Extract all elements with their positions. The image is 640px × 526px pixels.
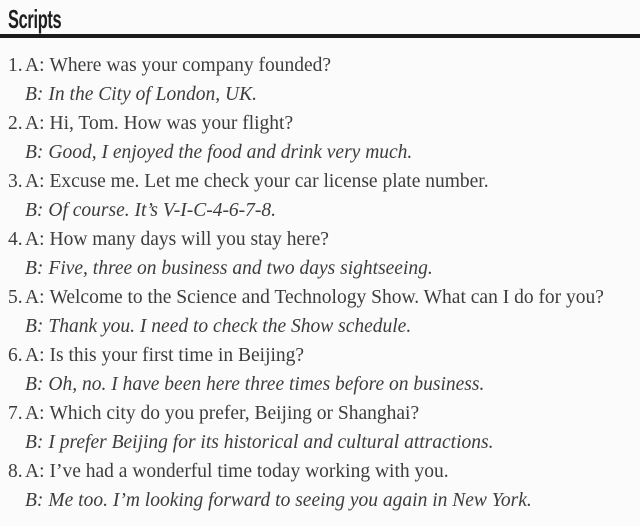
item-number: 1.	[8, 55, 23, 76]
speaker-b-label: B:	[25, 432, 44, 453]
speaker-a-line	[25, 399, 640, 428]
speaker-b-text: Good, I enjoyed the food and drink very much.	[48, 142, 413, 163]
speaker-b-label: B:	[25, 258, 44, 279]
dialogue-lines	[25, 109, 640, 167]
speaker-a-line	[25, 283, 640, 312]
speaker-a-label: A:	[25, 229, 45, 250]
dialogue-lines	[25, 341, 640, 399]
item-number: 4.	[8, 229, 23, 250]
speaker-a-text: I’ve had a wonderful time today working with you.	[49, 461, 449, 482]
speaker-b-label: B:	[25, 84, 44, 105]
speaker-a-label: A:	[25, 171, 45, 192]
speaker-b-text: I prefer Beijing for its historical and cultural attractions.	[48, 432, 494, 453]
speaker-a-text: Where was your company founded?	[49, 55, 332, 76]
dialogue-item	[8, 225, 640, 283]
speaker-b-line	[25, 370, 640, 399]
dialogue-item	[8, 51, 640, 109]
speaker-a-line	[25, 109, 640, 138]
speaker-a-label: A:	[25, 55, 45, 76]
dialogue-lines	[25, 399, 640, 457]
speaker-a-line	[25, 457, 640, 486]
speaker-a-text: Welcome to the Science and Technology Show. What can I do for you?	[49, 287, 604, 308]
item-number: 2.	[8, 113, 23, 134]
dialogue-item	[8, 457, 640, 515]
speaker-b-text: Five, three on business and two days sightseeing.	[48, 258, 433, 279]
dialogue-lines	[25, 457, 640, 515]
dialogue-lines	[25, 167, 640, 225]
speaker-a-text: Is this your first time in Beijing?	[49, 345, 305, 366]
speaker-b-line	[25, 428, 640, 457]
dialogue-item	[8, 341, 640, 399]
dialogue-list	[0, 38, 640, 515]
page-title: Scripts	[8, 4, 62, 34]
speaker-a-line	[25, 341, 640, 370]
speaker-b-label: B:	[25, 142, 44, 163]
speaker-b-label: B:	[25, 316, 44, 337]
speaker-b-line	[25, 312, 640, 341]
speaker-a-text: Which city do you prefer, Beijing or Shanghai?	[49, 403, 420, 424]
speaker-b-label: B:	[25, 490, 44, 511]
speaker-a-line	[25, 225, 640, 254]
speaker-a-text: Excuse me. Let me check your car license plate number.	[49, 171, 489, 192]
speaker-b-text: Me too. I’m looking forward to seeing you again in New York.	[48, 490, 532, 511]
item-number: 6.	[8, 345, 23, 366]
speaker-a-line	[25, 51, 640, 80]
speaker-b-line	[25, 196, 640, 225]
item-number: 5.	[8, 287, 23, 308]
speaker-a-text: How many days will you stay here?	[49, 229, 329, 250]
dialogue-item	[8, 399, 640, 457]
item-number: 8.	[8, 461, 23, 482]
speaker-b-label: B:	[25, 374, 44, 395]
speaker-a-line	[25, 167, 640, 196]
speaker-a-label: A:	[25, 287, 45, 308]
item-number: 3.	[8, 171, 23, 192]
dialogue-lines	[25, 283, 640, 341]
speaker-a-label: A:	[25, 461, 45, 482]
speaker-b-label: B:	[25, 200, 44, 221]
speaker-a-text: Hi, Tom. How was your flight?	[49, 113, 294, 134]
dialogue-item	[8, 167, 640, 225]
dialogue-item	[8, 109, 640, 167]
speaker-b-text: Of course. It’s V-I-C-4-6-7-8.	[48, 200, 277, 221]
speaker-a-label: A:	[25, 403, 45, 424]
dialogue-lines	[25, 51, 640, 109]
speaker-b-text: Thank you. I need to check the Show schedule.	[48, 316, 412, 337]
speaker-b-line	[25, 486, 640, 515]
speaker-a-label: A:	[25, 345, 45, 366]
speaker-b-line	[25, 254, 640, 283]
speaker-b-text: Oh, no. I have been here three times before on business.	[48, 374, 485, 395]
speaker-a-label: A:	[25, 113, 45, 134]
header	[0, 0, 640, 34]
speaker-b-line	[25, 138, 640, 167]
item-number: 7.	[8, 403, 23, 424]
speaker-b-line	[25, 80, 640, 109]
dialogue-lines	[25, 225, 640, 283]
speaker-b-text: In the City of London, UK.	[48, 84, 257, 105]
dialogue-item	[8, 283, 640, 341]
